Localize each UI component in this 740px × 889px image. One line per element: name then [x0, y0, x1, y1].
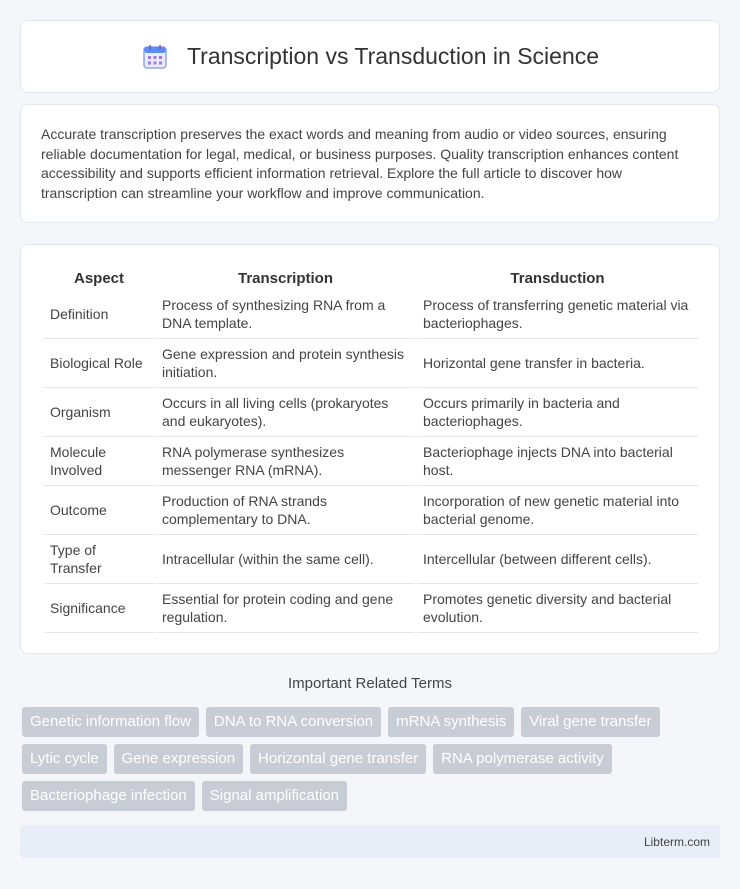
cell-transcription: Essential for protein coding and gene regulation.	[156, 584, 415, 633]
intro-card	[20, 104, 720, 223]
cell-transcription: Intracellular (within the same cell).	[156, 535, 415, 584]
cell-transduction: Horizontal gene transfer in bacteria.	[417, 339, 698, 388]
cell-aspect: Type of Transfer	[44, 535, 154, 584]
table-row	[44, 388, 698, 437]
cell-transduction: Intercellular (between different cells).	[417, 535, 698, 584]
related-term-tag[interactable]: mRNA synthesis	[388, 707, 514, 737]
related-term-tag[interactable]: RNA polymerase activity	[433, 744, 612, 774]
related-term-tag[interactable]: Gene expression	[114, 744, 243, 774]
cell-transduction: Process of transferring genetic material via bacteriophages.	[417, 290, 698, 339]
cell-aspect: Outcome	[44, 486, 154, 535]
related-term-tag[interactable]: Horizontal gene transfer	[250, 744, 426, 774]
cell-transduction: Bacteriophage injects DNA into bacterial host.	[417, 437, 698, 486]
cell-transduction: Promotes genetic diversity and bacterial evolution.	[417, 584, 698, 633]
cell-aspect: Biological Role	[44, 339, 154, 388]
page-title: Transcription vs Transduction in Science	[186, 43, 600, 69]
intro-text: Accurate transcription preserves the exact words and meaning from audio or video sources, ensuring reliable documentation for legal, medical, or business purposes. Quality transcription enhances content accessibility and supports efficient information retrieval. Explore the full article to discover how transcription can streamline your workflow and improve communication.	[41, 126, 679, 201]
related-terms-title: Important Related Terms	[288, 675, 452, 692]
header-aspect: Aspect	[73, 270, 125, 287]
cell-aspect: Molecule Involved	[44, 437, 154, 486]
related-term-tag[interactable]: Genetic information flow	[22, 707, 199, 737]
cell-transcription: Gene expression and protein synthesis initiation.	[156, 339, 415, 388]
related-terms-list	[22, 707, 722, 811]
header-transcription: Transcription	[237, 270, 334, 287]
footer-site-link[interactable]: Libterm.com	[643, 834, 710, 849]
cell-aspect: Organism	[44, 388, 154, 437]
related-term-tag[interactable]: Signal amplification	[202, 781, 347, 811]
cell-transduction: Occurs primarily in bacteria and bacteriophages.	[417, 388, 698, 437]
related-term-tag[interactable]: Viral gene transfer	[521, 707, 659, 737]
cell-transcription: Occurs in all living cells (prokaryotes and eukaryotes).	[156, 388, 415, 437]
table-row	[44, 339, 698, 388]
cell-aspect: Significance	[44, 584, 154, 633]
related-term-tag[interactable]: Lytic cycle	[22, 744, 107, 774]
table-row	[44, 535, 698, 584]
related-term-tag[interactable]: Bacteriophage infection	[22, 781, 195, 811]
related-term-tag[interactable]: DNA to RNA conversion	[206, 707, 381, 737]
cell-transcription: Process of synthesizing RNA from a DNA template.	[156, 290, 415, 339]
title-card	[20, 20, 720, 93]
table-row	[44, 437, 698, 486]
cell-transduction: Incorporation of new genetic material into bacterial genome.	[417, 486, 698, 535]
cell-transcription: RNA polymerase synthesizes messenger RNA (mRNA).	[156, 437, 415, 486]
table-row	[44, 486, 698, 535]
table-header-row	[44, 265, 698, 290]
header-transduction: Transduction	[510, 270, 605, 287]
title-wrap	[141, 43, 599, 71]
comparison-card	[20, 244, 720, 654]
calendar-icon	[141, 43, 169, 71]
cell-aspect: Definition	[44, 290, 154, 339]
cell-transcription: Production of RNA strands complementary to DNA.	[156, 486, 415, 535]
comparison-table	[42, 265, 700, 633]
footer	[20, 825, 720, 858]
table-row	[44, 290, 698, 339]
table-row	[44, 584, 698, 633]
